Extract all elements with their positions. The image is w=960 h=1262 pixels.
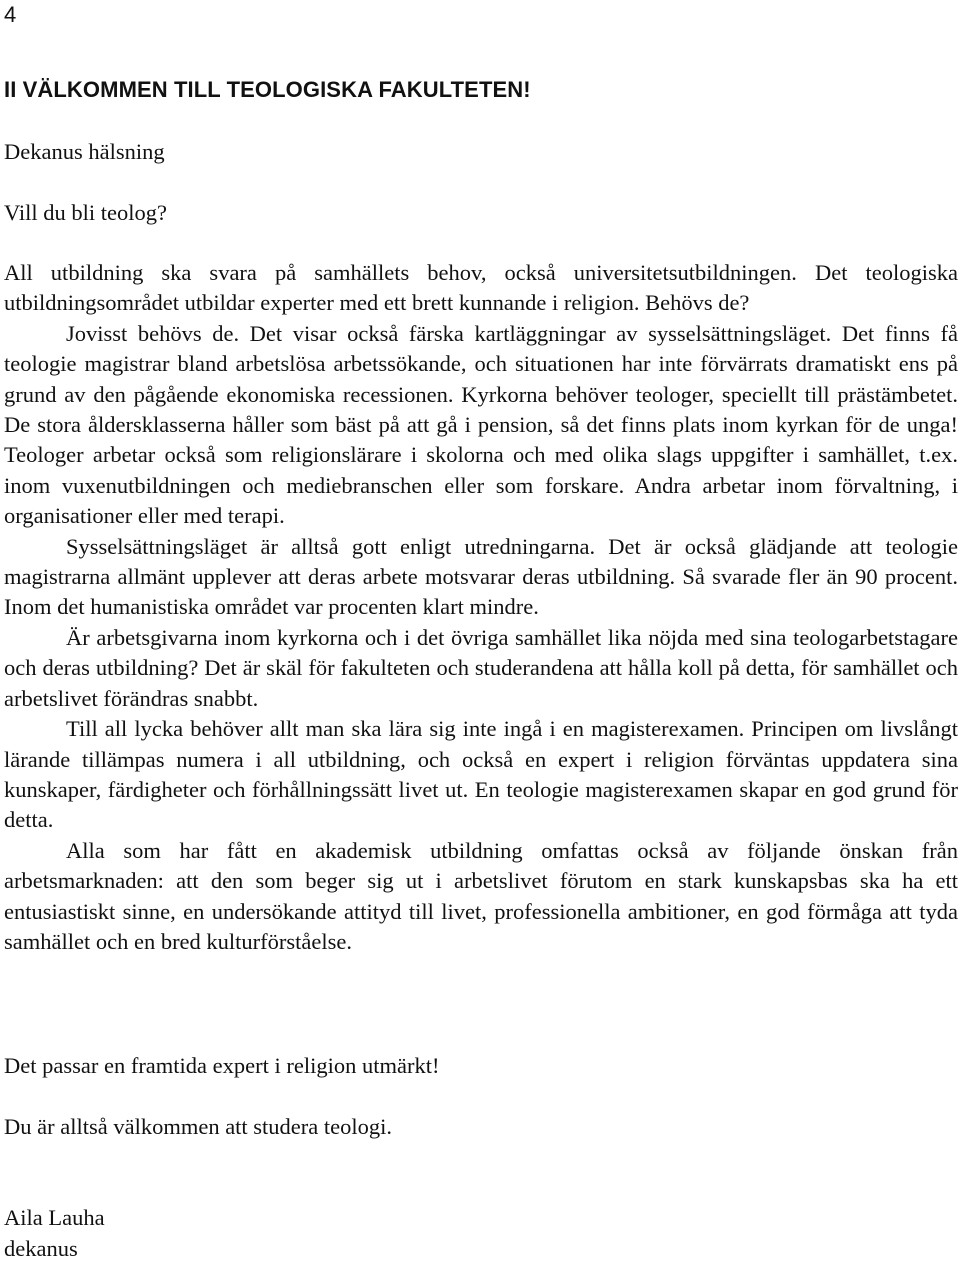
question-heading: Vill du bli teolog? [4,200,168,225]
signature-name: Aila Lauha [4,1205,105,1230]
signature-title: dekanus [4,1236,78,1261]
paragraph-4: Är arbetsgivarna inom kyrkorna och i det övriga samhället lika nöjda med sina teologarbetstagare och deras utbildning? Det är skäl för fakulteten och studerandena att hålla koll på detta, för samhället och arbetslivet förändras snabbt. [4,624,958,711]
body-text [4,258,958,957]
subheading: Dekanus hälsning [4,139,165,164]
page-title: II VÄLKOMMEN TILL TEOLOGISKA FAKULTETEN! [4,77,531,102]
paragraph-1: All utbildning ska svara på samhällets behov, också universitetsutbildningen. Det teologiska utbildningsområdet utbildar experter med ett brett kunnande i religion. Behövs de? [4,260,958,316]
closing-line-1: Det passar en framtida expert i religion utmärkt! [4,1053,440,1078]
closing-line-2: Du är alltså välkommen att studera teologi. [4,1114,393,1139]
paragraph-3: Sysselsättningsläget är alltså gott enligt utredningarna. Det är också glädjande att teologie magistrarna allmänt upplever att deras arbete motsvarar deras utbildning. Så svarade fler än 90 procent. Inom det humanistiska området var procenten klart mindre. [4,533,958,620]
paragraph-5: Till all lycka behöver allt man ska lära sig inte ingå i en magisterexamen. Principen om livslångt lärande tillämpas numera i all utbildning, och också en expert i religion förväntas uppdatera sina kunskaper, färdigheter och förhållningssätt livet ut. En teologie magisterexamen skapar en god grund för detta. [4,716,958,833]
page-number: 4 [4,2,17,27]
paragraph-6: Alla som har fått en akademisk utbildning omfattas också av följande önskan från arbetsmarknaden: att den som beger sig ut i arbetslivet förutom en stark kunskapsbas ska ha ett entusiastiskt sinne, en undersökande attityd till livet, professionella ambitioner, en god förmåga att tyda samhället och en bred kulturförståelse. [4,837,958,954]
paragraph-2: Jovisst behövs de. Det visar också färska kartläggningar av sysselsättningsläget. Det finns få teologie magistrar bland arbetslösa arbetssökande, och situationen har inte förvärrats dramatiskt ens på grund av den pågående ekonomiska recessionen. Kyrkorna behöver teologer, speciellt till prästämbetet. De stora åldersklasserna håller som bäst på att gå i pension, så det finns plats inom kyrkan för de unga! Teologer arbetar också som religionslärare i skolorna och med olika slags uppgifter i samhället, t.ex. inom vuxenutbildningen och mediebranschen eller som forskare. Andra arbetar inom förvaltning, i organisationer eller med terapi. [4,320,958,529]
